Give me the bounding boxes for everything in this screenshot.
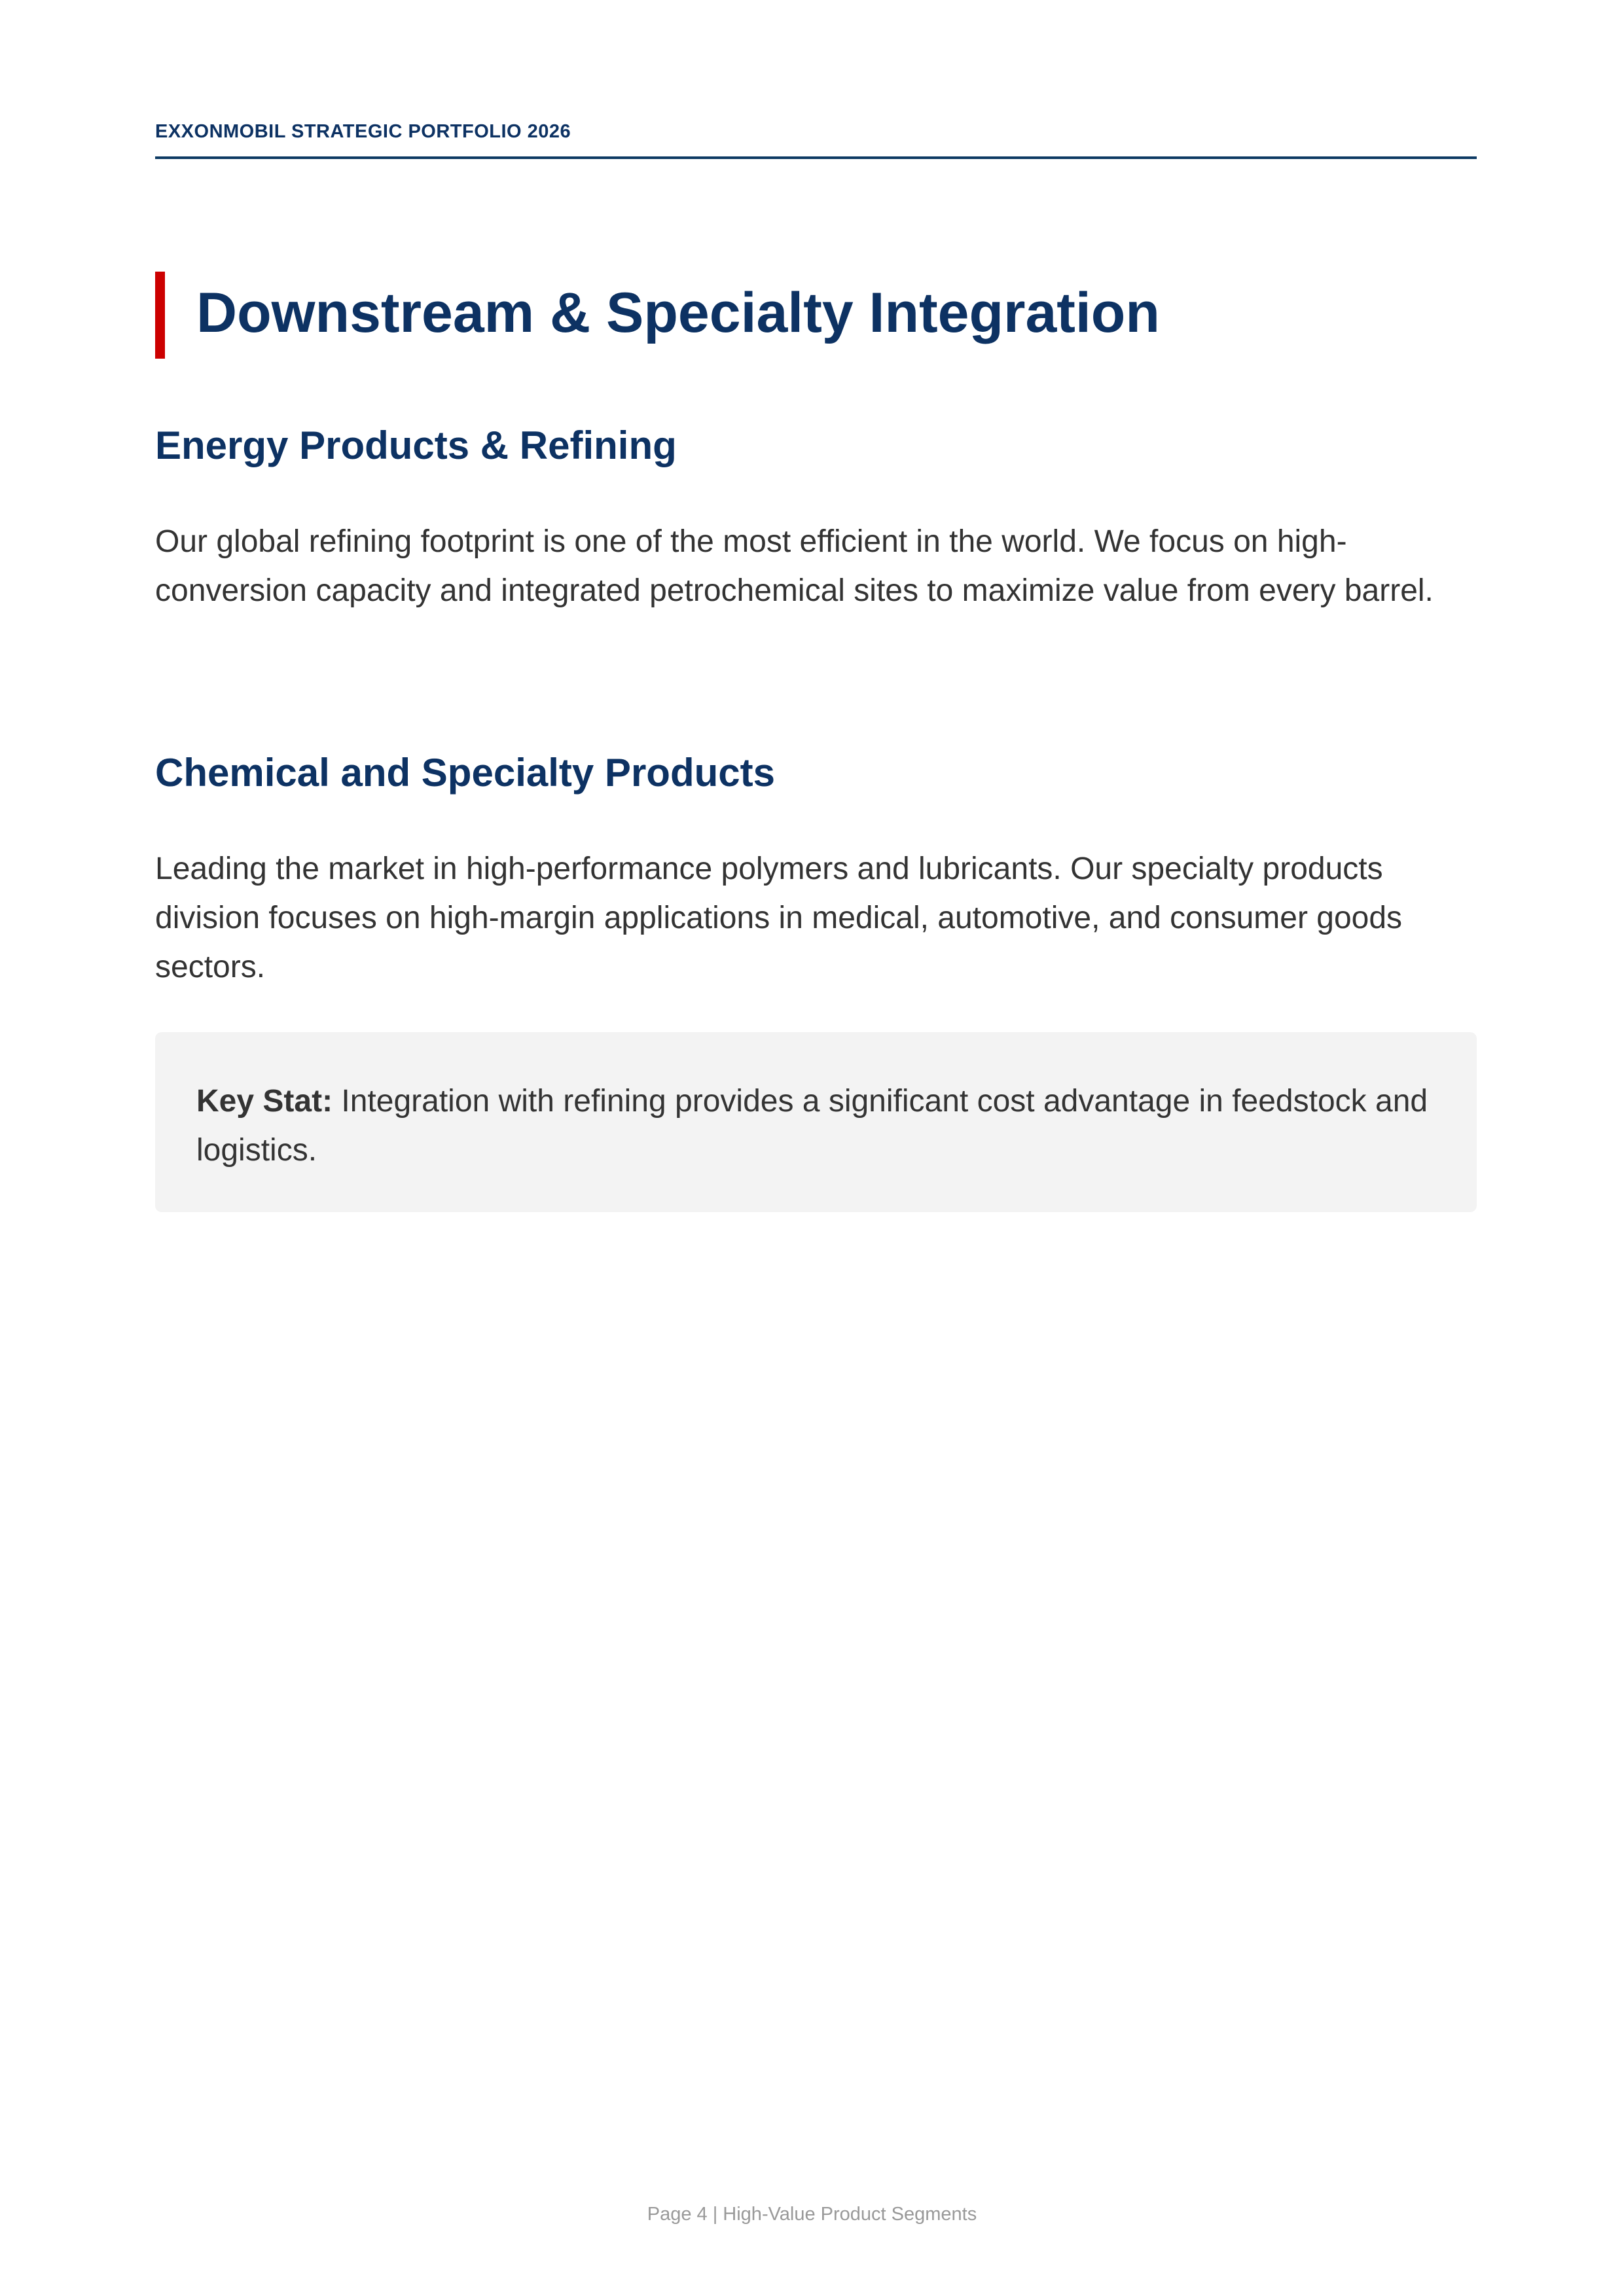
section-heading-chemical-specialty: Chemical and Specialty Products <box>155 751 775 795</box>
section-heading-energy-products: Energy Products & Refining <box>155 423 677 467</box>
section-body-chemical-specialty: Leading the market in high-performance polymers and lubricants. Our specialty products division focuses on high-margin applications in medical, automotive, and consumer goods sectors. <box>155 852 1403 984</box>
title-accent-bar <box>155 272 165 359</box>
page-footer: Page 4 | High-Value Product Segments <box>647 2204 977 2225</box>
callout-label: Key Stat: <box>196 1084 333 1119</box>
callout-body: Integration with refining provides a significant cost advantage in feedstock and logistics. <box>196 1084 1428 1168</box>
running-header-title: EXXONMOBIL STRATEGIC PORTFOLIO 2026 <box>155 121 571 142</box>
key-stat-callout <box>155 1032 1477 1212</box>
page-title-block <box>155 272 1477 359</box>
running-header <box>155 120 1477 159</box>
page-title: Downstream & Specialty Integration <box>196 281 1160 344</box>
section-body-energy-products: Our global refining footprint is one of the most efficient in the world. We focus on high-conversion capacity and integrated petrochemical sites to maximize value from every barrel. <box>155 524 1434 608</box>
callout-text <box>196 1077 1435 1175</box>
